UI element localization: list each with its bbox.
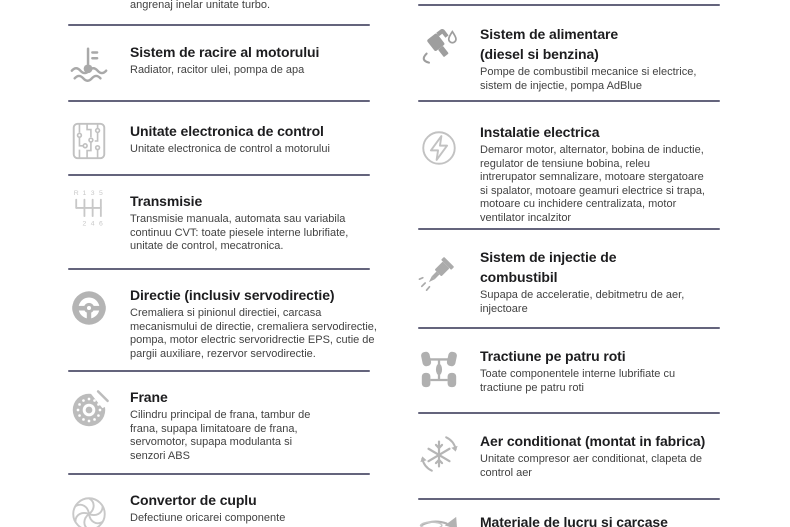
fuel-nozzle-icon [418,24,460,66]
coverage-item [418,24,720,93]
gearshift-icon [68,186,110,228]
item-description: Demaror motor, alternator, bobina de inductie, regulator de tensiune bobina, releu intrerupator semnalizare, motoare stergatoare si spalator, motoare geamuri electrice si trapa, motoare cu inchidere centralizata, motor ventilator incalzitor [480,144,705,224]
fuel-injector-icon [418,251,460,293]
item-title: Sistem de alimentare (diesel si benzina) [480,26,619,62]
section-divider [68,100,370,102]
section-divider [418,327,720,329]
section-divider [68,174,370,176]
torque-converter-icon [68,493,110,527]
ecu-circuit-icon [68,120,110,162]
coverage-item [68,42,370,78]
coverage-item [68,490,370,526]
svg-text:6: 6 [98,220,103,228]
air-conditioning-icon [418,433,460,475]
four-wheel-drive-icon [418,348,460,390]
section-divider [68,473,370,475]
svg-text:2: 2 [82,220,87,228]
item-description: Pompe de combustibil mecanice si electrice, sistem de injectie, pompa AdBlue [480,66,697,92]
truncated-description-line: angrenaj inelar unitate turbo. [130,0,271,11]
item-description: Unitate compresor aer conditionat, clapeta de control aer [480,453,702,479]
coverage-item [68,387,370,463]
section-divider [68,24,370,26]
item-description: Radiator, racitor ulei, pompa de apa [130,64,305,76]
coverage-item [68,285,377,361]
item-description: Toate componentele interne lubrifiate cu tractiune pe patru roti [480,368,676,394]
section-divider [418,4,720,6]
right-column [418,0,720,527]
item-title: Transmisie [130,193,203,209]
item-description: Unitate electronica de control a motorului [130,143,330,155]
svg-text:1: 1 [82,190,87,198]
item-title: Sistem de racire al motorului [130,44,320,60]
item-description: Cremaliera si pinionul directiei, carcasa mecanismului de directie, cremaliera servodirectie, pompa, motor electric servoridrectie EPS, cutie de pargii auxiliare, rezervor servodirectie. [130,307,377,360]
svg-text:4: 4 [90,220,95,228]
section-divider [68,268,370,270]
item-description: Defectiune oricarei componente [130,512,286,524]
item-description: Supapa de acceleratie, debitmetru de aer, injectoare [480,289,685,315]
item-description: Transmisie manuala, automata sau variabila continuu CVT: toate piesele interne lubrifiate, unitate de control, mecatronica. [130,213,349,252]
item-title: Aer conditionat (montat in fabrica) [480,433,706,449]
section-divider [418,412,720,414]
left-column [68,0,377,527]
brake-disc-icon [68,389,110,431]
svg-text:5: 5 [98,190,103,198]
item-title: Instalatie electrica [480,124,600,140]
section-divider [418,228,720,230]
item-description: Cilindru principal de frana, tambur de frana, supapa limitatoare de frana, servomotor, supapa modulanta si senzori ABS [130,409,311,462]
section-divider [418,498,720,500]
svg-text:R: R [73,190,79,198]
item-title: Sistem de injectie de combustibil [480,249,617,285]
coverage-item [68,191,370,254]
coverage-item [418,431,720,480]
svg-text:3: 3 [90,190,95,198]
section-divider [418,100,720,102]
section-divider [68,370,370,372]
coverage-item [418,247,720,316]
coverage-item [418,346,720,395]
working-materials-icon [418,513,460,527]
steering-wheel-icon [68,287,110,329]
coverage-item [68,121,370,157]
lightning-circle-icon [418,127,460,169]
item-title: Frane [130,389,168,405]
item-title: Unitate electronica de control [130,123,324,139]
coverage-item [418,122,720,225]
item-title: Convertor de cuplu [130,492,257,508]
item-title: Tractiune pe patru roti [480,348,626,364]
coverage-item [418,512,720,527]
item-title: Materiale de lucru si carcase [480,514,668,527]
coolant-temperature-icon [68,43,110,85]
item-title: Directie (inclusiv servodirectie) [130,287,335,303]
